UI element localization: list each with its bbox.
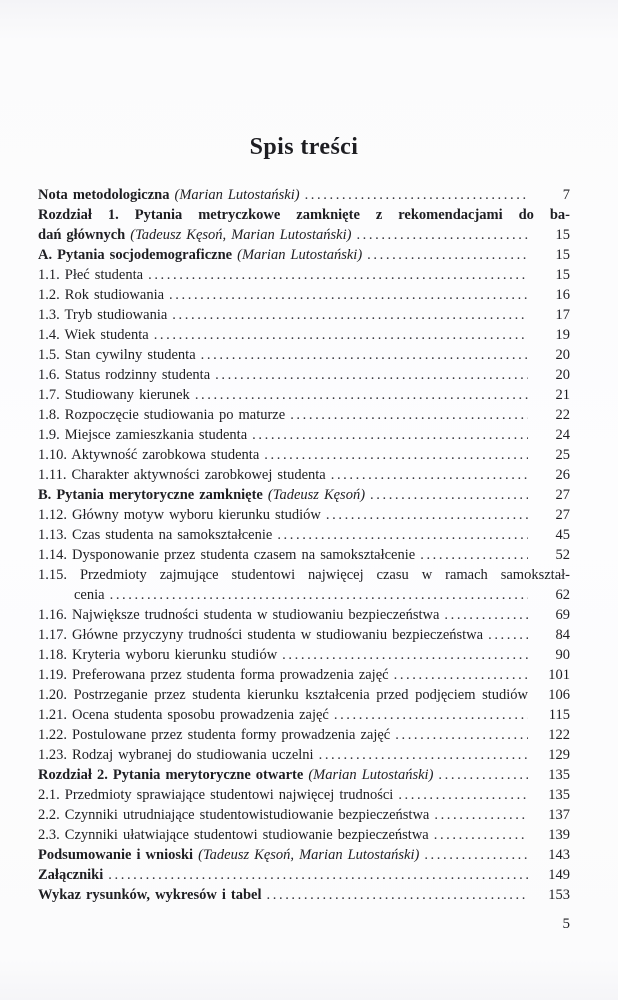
dot-leader (300, 185, 528, 205)
toc-entry-page: 16 (555, 287, 570, 303)
toc-text-segment: 1.22. Postulowane przez studenta formy prowadzenia zajęć (38, 727, 391, 743)
toc-entry (38, 605, 570, 625)
toc-entry (38, 805, 570, 825)
dot-leader (365, 485, 528, 505)
toc-entry-text (38, 465, 326, 485)
toc-entry-page: 45 (555, 527, 570, 543)
dot-leader (314, 745, 528, 765)
toc-entry (38, 285, 570, 305)
toc-entry-page: 27 (555, 507, 570, 523)
toc-entry-text (38, 245, 362, 265)
toc-entry-text (38, 545, 415, 565)
toc-text-segment: 2.1. Przedmioty sprawiające studentowi najwięcej trudności (38, 787, 394, 803)
toc-list (38, 185, 570, 905)
toc-text-segment: A. Pytania socjodemograficzne (38, 247, 238, 263)
toc-entry-text (38, 445, 259, 465)
toc-entry (38, 745, 570, 765)
toc-entry (38, 365, 570, 385)
toc-text-segment: 1.2. Rok studiowania (38, 287, 165, 303)
toc-entry-text (38, 505, 321, 525)
toc-entry-page: 62 (555, 587, 570, 603)
toc-entry-page: 25 (555, 447, 570, 463)
toc-entry (38, 465, 570, 485)
dot-leader (277, 645, 528, 665)
toc-entry-text (38, 665, 389, 685)
dot-leader (272, 525, 528, 545)
toc-entry-page: 84 (555, 627, 570, 643)
toc-entry-page: 20 (555, 347, 570, 363)
toc-entry-page: 115 (548, 707, 570, 723)
toc-entry-page: 19 (555, 327, 570, 343)
toc-entry-page: 15 (555, 227, 570, 243)
toc-entry-page: 106 (548, 687, 570, 703)
toc-entry-text (38, 645, 277, 665)
toc-entry-text (38, 845, 419, 865)
dot-leader (390, 725, 528, 745)
toc-entry (38, 425, 570, 445)
dot-leader (210, 365, 528, 385)
dot-leader (190, 385, 528, 405)
toc-entry (38, 225, 570, 245)
toc-entry (38, 405, 570, 425)
toc-text-segment: 1.20. Postrzeganie przez studenta kierunku kształcenia przed podjęciem studiów (38, 687, 528, 703)
dot-leader (433, 765, 528, 785)
toc-entry-page: 26 (555, 467, 570, 483)
toc-entry (38, 185, 570, 205)
toc-entry-page: 101 (548, 667, 570, 683)
toc-entry (38, 765, 570, 785)
toc-entry (38, 825, 570, 845)
toc-entry (38, 245, 570, 265)
toc-entry-text (38, 885, 262, 905)
toc-text-segment: (Tadeusz Kęsoń) (267, 487, 366, 503)
toc-entry (38, 545, 570, 565)
toc-entry-text (74, 585, 105, 605)
toc-text-segment: 1.14. Dysponowanie przez studenta czasem na samokształcenie (38, 547, 416, 563)
toc-entry-page: 149 (548, 867, 570, 883)
toc-text-segment: (Marian Lutostański) (174, 187, 300, 203)
toc-entry-page: 7 (562, 187, 570, 203)
toc-entry (38, 505, 570, 525)
toc-entry (38, 345, 570, 365)
toc-entry-text (38, 725, 390, 745)
page-title: Spis treści (249, 134, 359, 160)
toc-entry-page: 69 (555, 607, 570, 623)
toc-entry-page: 122 (548, 727, 570, 743)
toc-text-segment: (Marian Lutostański) (237, 247, 363, 263)
toc-text-segment: 1.7. Studiowany kierunek (38, 387, 190, 403)
toc-entry-text (38, 745, 314, 765)
dot-leader (103, 865, 528, 885)
toc-entry (38, 885, 570, 905)
toc-entry-page: 137 (548, 807, 570, 823)
dot-leader (329, 705, 528, 725)
dot-leader (429, 825, 528, 845)
toc-entry-page: 17 (555, 307, 570, 323)
toc-entry-text (38, 485, 365, 505)
toc-entry-text (38, 525, 272, 545)
toc-entry-page: 153 (548, 887, 570, 903)
toc-entry-page: 139 (548, 827, 570, 843)
dot-leader (167, 305, 528, 325)
toc-text-segment: 1.15. Przedmioty zajmujące studentowi najwięcej czasu w ramach samokształ- (38, 567, 570, 583)
toc-entry-text (38, 205, 570, 225)
toc-entry (38, 865, 570, 885)
toc-entry (38, 645, 570, 665)
toc-entry-text (38, 565, 570, 585)
toc-entry-text (38, 225, 351, 245)
toc-text-segment: Rozdział 2. Pytania merytoryczne otwarte (38, 767, 309, 783)
toc-entry (38, 665, 570, 685)
toc-text-segment: 1.4. Wiek studenta (38, 327, 149, 343)
toc-entry (38, 585, 570, 605)
toc-entry-page: 15 (555, 247, 570, 263)
toc-text-segment: 1.13. Czas studenta na samokształcenie (38, 527, 273, 543)
toc-text-segment: Nota metodologiczna (38, 187, 175, 203)
toc-entry (38, 525, 570, 545)
toc-entry-text (38, 685, 528, 705)
toc-text-segment: Podsumowanie i wnioski (38, 847, 199, 863)
dot-leader (247, 425, 528, 445)
toc-text-segment: 1.21. Ocena studenta sposobu prowadzenia zajęć (38, 707, 329, 723)
toc-entry-page: 52 (555, 547, 570, 563)
toc-text-segment: Załączniki (38, 867, 104, 883)
toc-entry (38, 325, 570, 345)
toc-entry-text (38, 285, 164, 305)
toc-text-segment: 1.17. Główne przyczyny trudności studenta w studiowaniu bezpieczeństwa (38, 627, 484, 643)
dot-leader (415, 545, 528, 565)
dot-leader (262, 885, 528, 905)
toc-entry (38, 625, 570, 645)
toc-entry-text (38, 865, 103, 885)
toc-entry-text (38, 185, 300, 205)
dot-leader (149, 325, 528, 345)
toc-entry-text (38, 785, 393, 805)
toc-entry (38, 305, 570, 325)
dot-leader (439, 605, 528, 625)
dot-leader (105, 585, 528, 605)
dot-leader (429, 805, 528, 825)
dot-leader (483, 625, 528, 645)
toc-entry (38, 265, 570, 285)
dot-leader (164, 285, 528, 305)
toc-text-segment: 2.2. Czynniki utrudniające studentowistudiowanie bezpieczeństwa (38, 807, 430, 823)
dot-leader (143, 265, 528, 285)
toc-entry-page: 21 (555, 387, 570, 403)
toc-text-segment: 1.23. Rodzaj wybranej do studiowania uczelni (38, 747, 314, 763)
toc-entry-text (38, 365, 210, 385)
toc-text-segment: dań głównych (38, 227, 131, 243)
toc-entry-page: 143 (548, 847, 570, 863)
toc-text-segment: 1.5. Stan cywilny studenta (38, 347, 196, 363)
toc-entry-page: 129 (548, 747, 570, 763)
toc-entry (38, 845, 570, 865)
toc-entry (38, 705, 570, 725)
toc-entry-text (38, 805, 429, 825)
toc-entry-text (38, 625, 483, 645)
toc-text-segment: 1.8. Rozpoczęcie studiowania po maturze (38, 407, 286, 423)
dot-leader (389, 665, 528, 685)
toc-entry-text (38, 385, 190, 405)
toc-entry-page: 15 (555, 267, 570, 283)
toc-entry-text (38, 425, 247, 445)
toc-text-segment: (Marian Lutostański) (308, 767, 434, 783)
toc-entry (38, 205, 570, 225)
toc-text-segment: 1.3. Tryb studiowania (38, 307, 168, 323)
toc-text-segment: 1.1. Płeć studenta (38, 267, 144, 283)
toc-text-segment: 1.12. Główny motyw wyboru kierunku studiów (38, 507, 321, 523)
toc-entry-text (38, 265, 143, 285)
toc-entry (38, 565, 570, 585)
toc-entry (38, 485, 570, 505)
toc-text-segment: 1.11. Charakter aktywności zarobkowej studenta (38, 467, 326, 483)
toc-text-segment: 1.9. Miejsce zamieszkania studenta (38, 427, 248, 443)
toc-entry (38, 385, 570, 405)
toc-entry-text (38, 605, 439, 625)
toc-entry-text (38, 825, 429, 845)
toc-text-segment: 1.19. Preferowana przez studenta forma prowadzenia zajęć (38, 667, 389, 683)
toc-text-segment: Wykaz rysunków, wykresów i tabel (38, 887, 262, 903)
toc-entry-text (38, 305, 167, 325)
toc-entry-text (38, 765, 433, 785)
dot-leader (419, 845, 528, 865)
dot-leader (362, 245, 528, 265)
toc-text-segment: 1.18. Kryteria wyboru kierunku studiów (38, 647, 278, 663)
toc-text-segment: 1.10. Aktywność zarobkowa studenta (38, 447, 260, 463)
dot-leader (196, 345, 528, 365)
toc-text-segment: Rozdział 1. Pytania metryczkowe zamknięte z rekomendacjami do ba- (38, 207, 570, 223)
toc-text-segment: cenia (74, 587, 105, 603)
toc-entry-text (38, 705, 329, 725)
toc-text-segment: 1.6. Status rodzinny studenta (38, 367, 211, 383)
toc-entry (38, 785, 570, 805)
toc-entry-page: 135 (548, 767, 570, 783)
toc-text-segment: B. Pytania merytoryczne zamknięte (38, 487, 268, 503)
toc-entry-text (38, 325, 149, 345)
toc-text-segment: 2.3. Czynniki ułatwiające studentowi studiowanie bezpieczeństwa (38, 827, 429, 843)
toc-entry-text (38, 345, 196, 365)
toc-entry-page: 90 (555, 647, 570, 663)
dot-leader (351, 225, 528, 245)
dot-leader (321, 505, 528, 525)
toc-entry-page: 27 (555, 487, 570, 503)
dot-leader (285, 405, 528, 425)
toc-entry-text (38, 405, 285, 425)
dot-leader (393, 785, 528, 805)
dot-leader (326, 465, 528, 485)
toc-entry-page: 135 (548, 787, 570, 803)
dot-leader (259, 445, 528, 465)
toc-entry-page: 22 (555, 407, 570, 423)
toc-entry-page: 24 (555, 427, 570, 443)
toc-entry (38, 445, 570, 465)
toc-entry-page: 20 (555, 367, 570, 383)
toc-entry (38, 725, 570, 745)
page-number: 5 (562, 916, 570, 932)
toc-text-segment: (Tadeusz Kęsoń, Marian Lutostański) (198, 847, 420, 863)
toc-text-segment: (Tadeusz Kęsoń, Marian Lutostański) (130, 227, 352, 243)
toc-text-segment: 1.16. Największe trudności studenta w studiowaniu bezpieczeństwa (38, 607, 440, 623)
toc-entry (38, 685, 570, 705)
